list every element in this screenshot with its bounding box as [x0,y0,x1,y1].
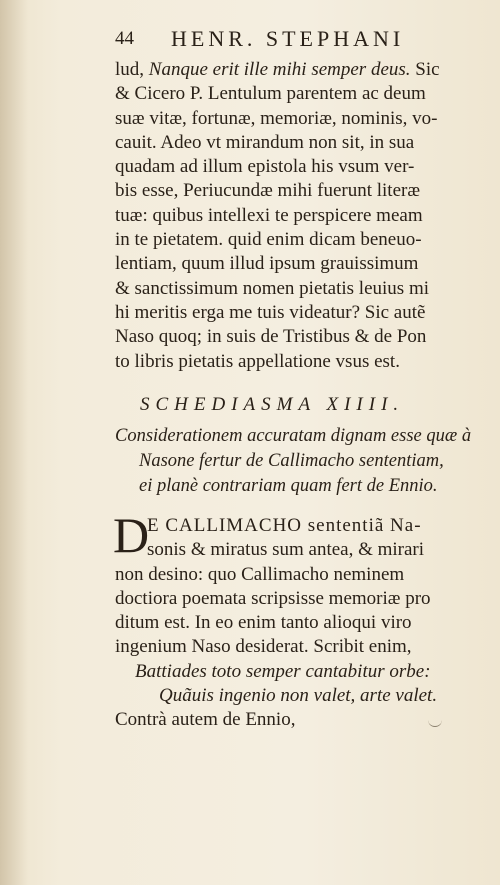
text-run: doctiora poemata scripsisse memoriæ pro [115,587,431,609]
text-line [115,301,445,325]
text-run: tuæ: quibus intellexi te perspicere meam [115,204,423,226]
text-run: sonis & miratus sum antea, & mirari [147,539,425,561]
text-run: E CALLIMACHO sententiã Na- [147,515,422,536]
text-line [115,179,445,203]
paragraph-1 [115,58,445,374]
text-run: Nanque erit ille mihi semper deus. [148,59,411,80]
text-line [115,277,445,301]
text-line [115,563,445,587]
text-line [115,228,445,252]
text-run: bis esse, Periucundæ mihi fuerunt literæ [115,180,421,202]
page-header [115,26,445,52]
text-run: lud, [115,59,149,80]
section-heading: SCHEDIASMA XIIII. [140,394,405,415]
text-run: in te pietatem. quid enim dicam beneuo- [115,229,422,251]
text-line [115,635,445,659]
text-run: Naso quoq; in suis de Tristibus & de Pon [115,326,427,348]
text-run: to libris pietatis appellatione vsus est. [115,350,400,372]
text-line [115,684,445,708]
argument-line: Considerationem accuratam dignam esse quæ à [115,426,472,446]
paragraph-2 [113,507,445,733]
text-line [115,131,445,155]
text-run: Contrà autem de Ennio, [115,709,296,731]
drop-capital: D [113,507,150,563]
text-run: quadam ad illum epistola his vsum ver- [115,156,415,178]
argument-line: ei planè contrariam quam fert de Ennio. [139,476,438,496]
text-line [115,660,445,684]
text-line [115,252,445,276]
text-run: Quãuis ingenio non valet, arte valet. [159,685,438,707]
text-run: & Cicero P. Lentulum parentem ac deum [115,83,426,105]
text-line [115,538,445,562]
argument-line: Nasone fertur de Callimacho sententiam, [139,451,444,471]
text-run: ditum est. In eo enim tanto alioqui viro [115,612,412,634]
text-line [115,514,445,538]
text-line [115,107,445,131]
text-run: non desino: quo Callimacho neminem [115,563,405,585]
text-run: hi meritis erga me tuis videatur? Sic autẽ [115,301,426,323]
text-run: ingenium Naso desiderat. Scribit enim, [115,636,412,658]
text-run: Battiades toto semper cantabitur orbe: [135,660,431,682]
text-line [115,155,445,179]
text-line [115,611,445,635]
text-run: cauit. Adeo vt mirandum non sit, in sua [115,131,415,153]
page-number: 44 [115,28,134,49]
text-line [115,82,445,106]
text-run: suæ vitæ, fortunæ, memoriæ, nominis, vo- [115,107,438,129]
text-run: & sanctissimum nomen pietatis leuius mi [115,277,430,299]
text-line [115,58,445,82]
text-line [115,708,445,732]
running-head: HENR. STEPHANI [171,26,405,51]
text-line [115,350,445,374]
text-run: lentiam, quum illud ipsum grauissimum [115,253,419,275]
gutter-shadow [0,0,28,885]
section-argument [115,424,472,499]
text-line [115,587,445,611]
text-line [115,204,445,228]
text-line [115,325,445,349]
text-run: Sic [410,59,440,80]
